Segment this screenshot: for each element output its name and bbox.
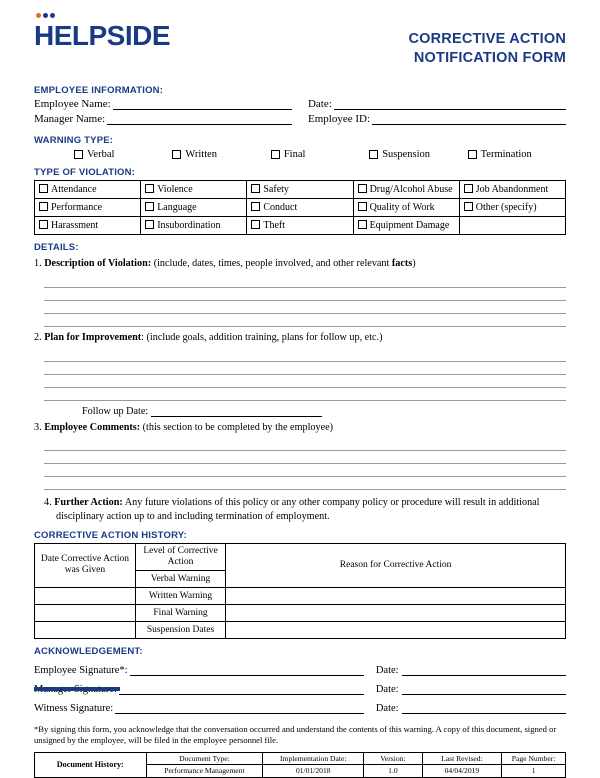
history-level-written: Written Warning [135,587,225,604]
checkbox-icon[interactable] [358,202,367,211]
detail-employee-comments [34,422,566,435]
history-level-suspension: Suspension Dates [135,621,225,638]
date-field[interactable] [308,98,566,110]
detail-1-number: 1. [34,258,42,269]
detail-1-emph: facts [391,258,413,269]
violation-quality-of-work-label: Quality of Work [369,202,435,213]
warning-type-verbal-label: Verbal [87,149,115,160]
table-header-row [35,752,566,764]
detail-2-title: Plan for Improvement [44,331,142,343]
employee-information-heading: EMPLOYEE INFORMATION: [34,85,164,96]
warning-type-termination-label: Termination [480,149,532,160]
violation-theft[interactable] [247,217,353,235]
witness-signature-date-input[interactable] [402,702,566,714]
write-in-line[interactable] [44,438,566,451]
footer-col-implementation-date: Implementation Date: [263,752,364,764]
violation-language[interactable] [141,199,247,217]
employee-signature-label: Employee Signature*: [34,664,128,676]
history-date-written-input[interactable] [35,587,136,604]
history-level-verbal: Verbal Warning [135,570,225,587]
violation-drug-alcohol-abuse[interactable] [353,181,459,199]
violation-violence[interactable] [141,181,247,199]
detail-4-number: 4. [44,497,52,509]
history-reason-suspension-input[interactable] [226,621,566,638]
table-row [35,217,566,235]
write-in-line[interactable] [44,362,566,375]
checkbox-icon[interactable] [39,202,48,211]
violation-conduct-label: Conduct [263,202,298,213]
violation-safety-label: Safety [263,184,289,195]
warning-type-options [34,149,566,160]
document-history-table [34,752,566,778]
checkbox-icon[interactable] [39,184,48,193]
checkbox-icon[interactable] [74,150,83,159]
violation-safety[interactable] [247,181,353,199]
history-col-level: Level of Corrective Action [135,543,225,570]
checkbox-icon[interactable] [369,150,378,159]
details-heading: DETAILS: [34,242,79,253]
page-title [408,22,566,68]
footer-value-document-type: Performance Management [146,765,263,777]
history-reason-final-input[interactable] [226,604,566,621]
violation-equipment-damage-label: Equipment Damage [369,220,450,231]
checkbox-icon[interactable] [251,202,260,211]
checkbox-icon[interactable] [271,150,280,159]
write-in-line[interactable] [44,451,566,464]
witness-signature-field[interactable] [34,702,364,714]
history-reason-written-input[interactable] [226,587,566,604]
date-label: Date: [307,98,332,110]
checkbox-icon[interactable] [172,150,181,159]
table-row [35,199,566,217]
violation-type-heading: TYPE OF VIOLATION: [34,167,136,178]
witness-signature-label: Witness Signature: [34,702,114,714]
witness-signature-date-label: Date: [375,702,399,714]
witness-signature-row [34,702,566,714]
history-date-suspension-input[interactable] [35,621,136,638]
employee-name-label: Employee Name: [34,98,111,110]
date-input[interactable] [334,98,566,110]
employee-id-label: Employee ID: [307,113,370,125]
checkbox-icon[interactable] [145,184,154,193]
violation-theft-label: Theft [263,220,286,231]
violation-insubordination-label: Insubordination [157,220,221,231]
footer-accent-bar [34,687,120,691]
violation-performance[interactable] [35,199,141,217]
disclaimer-text: *By signing this form, you acknowledge that the conversation occurred and understand the contents of this warning. A copy of this document, signed or unsigned by the employee, will be filed in the employee personnel file. [34,723,557,746]
employee-signature-date-input[interactable] [402,664,566,676]
corrective-action-history-table [34,543,566,639]
manager-signature-date-label: Date: [375,683,399,695]
checkbox-icon[interactable] [39,220,48,229]
follow-up-date-input[interactable] [151,405,322,417]
violation-type-table [34,180,566,235]
detail-4-text: Any future violations of this policy or any other company policy or procedure will result in additional disciplinary action up to and including termination of employment. [56,497,540,522]
detail-1-tail: ) [412,258,416,269]
checkbox-icon[interactable] [464,202,473,211]
violation-other-label: Other (specify) [475,202,537,213]
detail-1-title: Description of Violation: [44,258,152,269]
write-in-line[interactable] [44,349,566,362]
employee-name-input[interactable] [113,98,292,110]
history-col-reason: Reason for Corrective Action [226,543,566,587]
checkbox-icon[interactable] [251,184,260,193]
violation-conduct[interactable] [247,199,353,217]
employee-signature-date-label: Date: [375,664,399,676]
footer-value-version: 1.0 [364,765,422,777]
history-level-final: Final Warning [135,604,225,621]
detail-3-title: Employee Comments: [44,421,141,433]
footer-col-page-number: Page Number: [502,752,566,764]
checkbox-icon[interactable] [145,220,154,229]
document-history-label: Document History: [35,752,147,777]
acknowledgement-heading: ACKNOWLEDGEMENT: [34,645,143,657]
violation-other[interactable] [459,199,565,217]
footer-col-version: Version: [364,752,422,764]
checkbox-icon[interactable] [358,184,367,193]
write-in-line[interactable] [44,314,566,327]
violation-harassment-label: Harassment [51,220,99,231]
employee-signature-field[interactable] [34,664,364,676]
detail-4-title: Further Action: [54,497,123,509]
violation-drug-alcohol-abuse-label: Drug/Alcohol Abuse [369,184,453,195]
warning-type-written[interactable] [172,149,270,160]
violation-performance-label: Performance [51,202,103,213]
write-in-line[interactable] [44,477,566,490]
write-in-line[interactable] [44,301,566,314]
employee-id-input[interactable] [372,113,566,125]
violation-job-abandonment-label: Job Abandonment [475,184,549,195]
manager-signature-date-field[interactable] [376,683,566,695]
follow-up-date-label: Follow up Date: [82,405,149,417]
employee-information-fields [34,98,566,128]
warning-type-final[interactable] [271,149,369,160]
write-in-line[interactable] [44,375,566,388]
table-row [35,621,566,638]
footer-value-last-revised: 04/04/2019 [422,765,502,777]
employee-comments-lines [34,438,566,490]
detail-2-text: : (include goals, addition training, plans for follow up, etc.) [141,331,383,343]
plan-for-improvement-lines [34,349,566,401]
violation-language-label: Language [157,202,197,213]
detail-3-number: 3. [34,421,42,433]
employee-name-field[interactable] [34,98,292,110]
employee-signature-date-field[interactable] [376,664,566,676]
warning-type-verbal[interactable] [74,149,172,160]
write-in-line[interactable] [44,388,566,401]
violation-quality-of-work[interactable] [353,199,459,217]
checkbox-icon[interactable] [358,220,367,229]
footer-value-page-number: 1 [502,765,566,777]
write-in-line[interactable] [44,288,566,301]
helpside-logo [34,22,170,50]
logo-dots-icon [36,13,55,18]
violation-insubordination[interactable] [141,217,247,235]
manager-signature-input[interactable] [119,683,364,695]
detail-further-action [34,496,566,523]
violation-other-specify-input[interactable] [459,217,565,235]
write-in-line[interactable] [44,275,566,288]
witness-signature-input[interactable] [115,702,364,714]
warning-type-suspension-label: Suspension [382,149,431,160]
checkbox-icon[interactable] [251,220,260,229]
manager-name-input[interactable] [107,113,292,125]
employee-signature-input[interactable] [130,664,364,676]
detail-1-text: (include, dates, times, people involved, and other relevant [151,258,390,269]
detail-2-number: 2. [34,331,42,343]
write-in-line[interactable] [44,464,566,477]
detail-3-text: (this section to be completed by the employee) [140,421,334,433]
footer-col-last-revised: Last Revised: [422,752,502,764]
footer-col-document-type: Document Type: [146,752,263,764]
violation-attendance[interactable] [35,181,141,199]
table-row [35,604,566,621]
table-header-row [35,543,566,570]
manager-name-field[interactable] [34,113,292,125]
form-header [34,22,566,78]
checkbox-icon[interactable] [464,184,473,193]
manager-name-label: Manager Name: [34,113,106,125]
violation-equipment-damage[interactable] [353,217,459,235]
detail-description-of-violation [34,258,566,271]
page-title-line1: CORRECTIVE ACTION [408,31,566,47]
warning-type-suspension[interactable] [369,149,467,160]
employee-id-field[interactable] [308,113,566,125]
checkbox-icon[interactable] [468,150,477,159]
violation-job-abandonment[interactable] [459,181,565,199]
detail-plan-for-improvement [34,332,566,345]
violation-attendance-label: Attendance [51,184,97,195]
footer-value-implementation-date: 01/01/2018 [263,765,364,777]
page-title-line2: NOTIFICATION FORM [413,50,566,67]
violation-violence-label: Violence [157,184,193,195]
history-date-final-input[interactable] [35,604,136,621]
corrective-action-history-heading: CORRECTIVE ACTION HISTORY: [34,529,187,541]
violation-harassment[interactable] [35,217,141,235]
follow-up-date-field[interactable] [82,405,322,417]
description-of-violation-lines [34,275,566,327]
warning-type-written-label: Written [185,149,218,160]
warning-type-termination[interactable] [468,149,566,160]
checkbox-icon[interactable] [145,202,154,211]
manager-signature-date-input[interactable] [402,683,566,695]
table-row [35,181,566,199]
table-row [35,587,566,604]
logo-text: HELPSIDE [34,20,171,51]
employee-signature-row [34,664,566,676]
warning-type-final-label: Final [283,149,306,160]
witness-signature-date-field[interactable] [376,702,566,714]
history-col-date: Date Corrective Action was Given [35,543,136,587]
warning-type-heading: WARNING TYPE: [34,135,114,146]
